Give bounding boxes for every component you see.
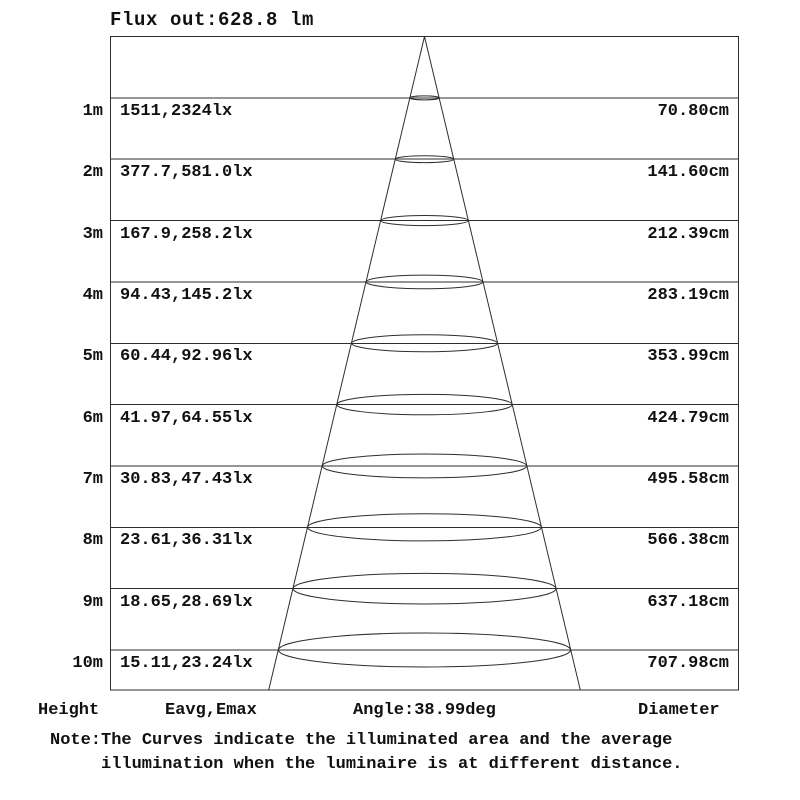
illumination-ellipse-4m [366, 275, 483, 289]
diameter-value-9m: 637.18cm [647, 592, 729, 612]
eavg-emax-value-5m: 60.44,92.96lx [120, 347, 253, 367]
height-column-label: Height [38, 701, 100, 720]
eavg-emax-value-9m: 18.65,28.69lx [120, 592, 253, 612]
eavg-emax-value-3m: 167.9,258.2lx [120, 224, 253, 244]
illumination-ellipse-2m [395, 156, 453, 163]
eavg-emax-value-1m: 1511,2324lx [120, 101, 233, 121]
diameter-column-label: Diameter [638, 701, 720, 720]
height-label-10m: 10m [72, 654, 103, 673]
diameter-value-7m: 495.58cm [647, 469, 729, 489]
flux-output-title: Flux out:628.8 lm [110, 9, 315, 31]
eavg-emax-value-7m: 30.83,47.43lx [120, 469, 253, 489]
beam-angle-label: Angle:38.99deg [353, 701, 496, 720]
diameter-value-10m: 707.98cm [647, 654, 729, 673]
illumination-ellipse-5m [352, 335, 498, 352]
eavg-emax-value-4m: 94.43,145.2lx [120, 285, 253, 305]
diameter-value-6m: 424.79cm [647, 408, 729, 428]
diameter-value-2m: 141.60cm [647, 163, 729, 183]
height-label-3m: 3m [82, 224, 103, 244]
height-label-9m: 9m [82, 592, 103, 612]
eavg-emax-value-6m: 41.97,64.55lx [120, 408, 253, 428]
height-label-2m: 2m [82, 163, 103, 183]
diameter-value-3m: 212.39cm [647, 224, 729, 244]
eavg-emax-value-2m: 377.7,581.0lx [120, 163, 253, 183]
height-label-8m: 8m [82, 531, 103, 551]
eavg-emax-value-10m: 15.11,23.24lx [120, 654, 253, 673]
diameter-value-1m: 70.80cm [657, 101, 729, 121]
diameter-value-4m: 283.19cm [647, 285, 729, 305]
height-label-7m: 7m [82, 469, 103, 489]
note-text-line1: Note:The Curves indicate the illuminated area and the average [50, 731, 673, 750]
illumination-ellipse-1m [410, 96, 439, 100]
diameter-value-5m: 353.99cm [647, 347, 729, 367]
eavg-emax-value-8m: 23.61,36.31lx [120, 531, 253, 551]
height-label-4m: 4m [82, 285, 103, 305]
height-label-5m: 5m [82, 347, 103, 367]
cone-edge-left [269, 37, 425, 691]
height-label-1m: 1m [82, 101, 103, 121]
illumination-ellipse-3m [381, 215, 469, 225]
illumination-ellipse-7m [322, 454, 526, 478]
eavg-emax-column-label: Eavg,Emax [165, 701, 257, 720]
illumination-ellipse-6m [337, 394, 512, 414]
height-label-6m: 6m [82, 408, 103, 428]
note-text-line2: illumination when the luminaire is at different distance. [101, 755, 683, 774]
diameter-value-8m: 566.38cm [647, 531, 729, 551]
